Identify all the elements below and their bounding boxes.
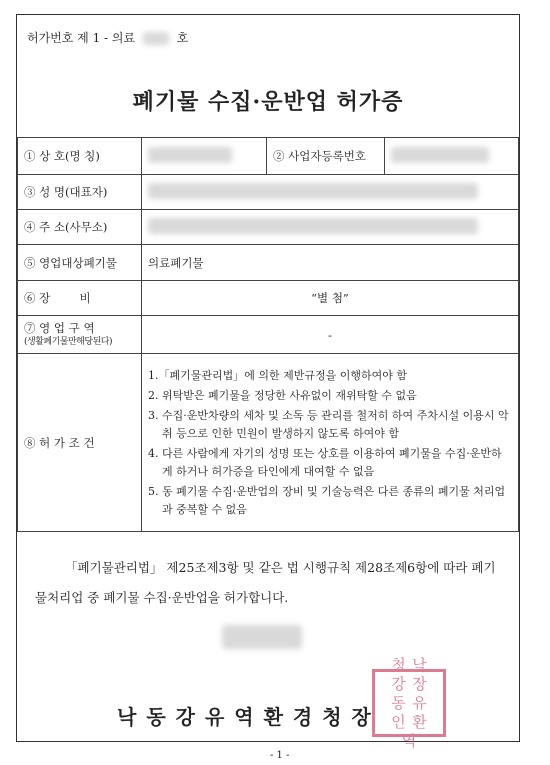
- permit-info-table: [17, 137, 519, 532]
- equipment-value: “별 첨”: [142, 281, 519, 316]
- address-label: ④ 주 소(사무소): [18, 210, 142, 245]
- conditions-label: ⑧ 허 가 조 건: [18, 354, 142, 532]
- redacted-address: [148, 218, 478, 234]
- permit-statement: 「폐기물관리법」 제25조제3항 및 같은 법 시행규칙 제28조제6항에 따라 폐기물처리업 중 폐기물 수집·운반업을 허가합니다.: [35, 560, 496, 605]
- conditions-list: [148, 367, 512, 519]
- official-seal: 청 낙 강 장 동 유 인 환 역: [372, 669, 446, 737]
- business-name-label: ① 상 호(명 칭): [18, 138, 142, 175]
- redacted-business-name: [148, 147, 232, 163]
- zone-value: -: [142, 316, 519, 354]
- registration-label: ② 사업자등록번호: [267, 138, 385, 175]
- zone-sublabel: (생활폐기물만해당된다): [24, 336, 112, 347]
- representative-label: ③ 성 명(대표자): [18, 175, 142, 210]
- address-value: [142, 210, 519, 245]
- business-name-value: [142, 138, 267, 175]
- redacted-representative: [148, 183, 478, 199]
- permit-document: [16, 14, 520, 750]
- waste-type-value: 의료폐기물: [142, 245, 519, 281]
- condition-item: 2. 위탁받은 폐기물을 정당한 사유없이 재위탁할 수 없음: [148, 388, 417, 402]
- registration-value: [385, 138, 519, 175]
- equipment-label: ⑥ 장 비: [18, 281, 142, 316]
- conditions-cell: [142, 354, 519, 532]
- condition-item: 4. 다른 사람에게 자기의 성명 또는 상호를 이용하여 폐기물을 수집·운반하게 하거나 허가증을 타인에게 대여할 수 없음: [148, 446, 502, 478]
- page-number: - 1 -: [270, 750, 290, 761]
- representative-value: [142, 175, 519, 210]
- waste-type-label: ⑤ 영업대상폐기물: [18, 245, 142, 281]
- condition-item: 3. 수집·운반차량의 세차 및 소독 등 관리를 철저히 하여 주차시설 이용시 악취 등으로 인한 민원이 발생하지 않도록 하여야 함: [148, 408, 509, 440]
- issuer-name: 낙동강유역환경청장: [117, 705, 381, 729]
- redacted-registration-number: [391, 147, 489, 163]
- zone-label: ⑦ 영 업 구 역: [24, 320, 95, 335]
- redacted-date: [222, 625, 302, 649]
- redacted-permit-number: [143, 32, 169, 45]
- permit-number: 허가번호 제 1 - 의료 호: [27, 31, 189, 45]
- condition-item: 1.「폐기물관리법」에 의한 제반규정을 이행하여야 함: [148, 368, 407, 382]
- document-title: 폐기물 수집·운반업 허가증: [132, 89, 404, 115]
- condition-item: 5. 동 폐기물 수집·운반업의 장비 및 기술능력은 다른 종류의 폐기물 처리업과 중복할 수 없음: [148, 484, 506, 516]
- zone-label-cell: [18, 316, 142, 354]
